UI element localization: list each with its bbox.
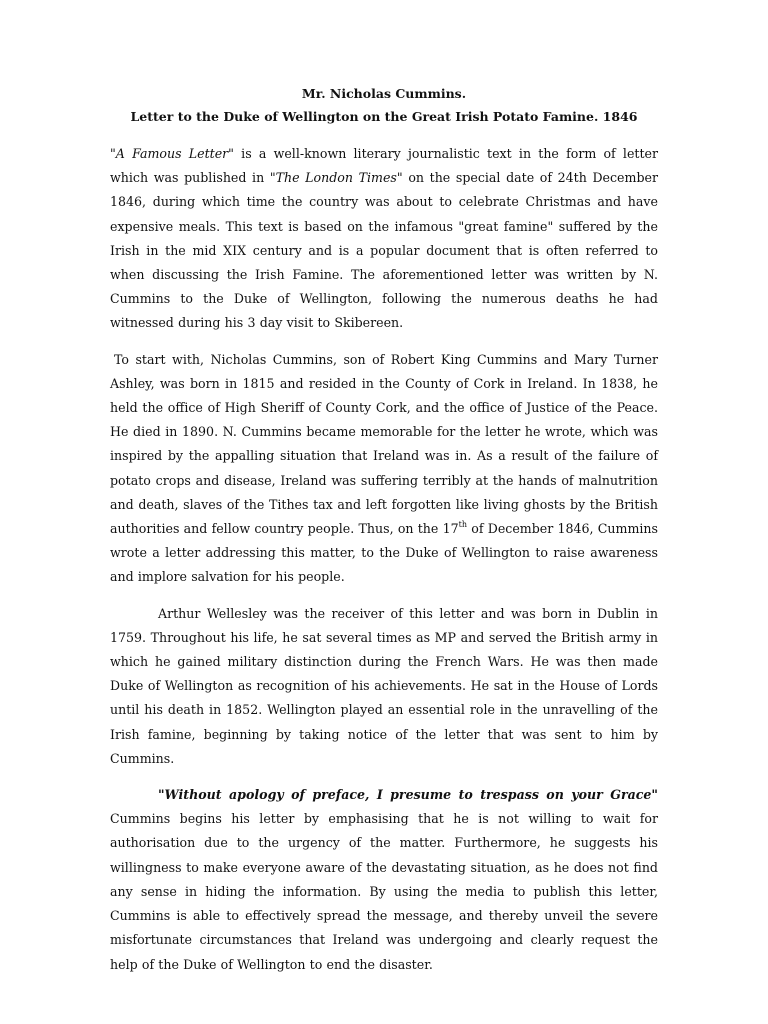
paragraph-2-text-b: of December 1846, Cummins wrote a letter addressing this matter, to the Duke of Wellington to raise awareness and implore salvation for his people. — [110, 521, 659, 585]
ordinal-suffix: th — [458, 520, 468, 530]
document-title: Mr. Nicholas Cummins. — [301, 86, 467, 101]
paragraph-4 — [110, 783, 658, 977]
paragraph-4-text: Cummins begins his letter by emphasising that he is not willing to wait for authorisation due to the urgency of the matter. Furthermore, he suggests his willingness to make everyone aware of the devastating situation, as he does not find any sense in hiding the information. By using the media to publish this letter, Cummins is able to effectively spread the message, and thereby unveil the severe misfortunate circumstances that Ireland was undergoing and clearly request the help of the Duke of Wellington to end the disaster. — [110, 811, 658, 972]
paragraph-3: Arthur Wellesley was the receiver of this letter and was born in Dublin in 1759. Throughout his life, he sat several times as MP and served the British army in which he gained military distinction during the French Wars. He was then made Duke of Wellington as recognition of his achievements. He sat in the House of Lords until his death in 1852. Wellington played an essential role in the unravelling of the Irish famine, beginning by taking notice of the letter that was sent to him by Cummins. — [110, 605, 658, 766]
paragraph-1 — [110, 142, 658, 336]
quote-london-times: "The London Times" — [269, 170, 403, 186]
paragraph-2 — [110, 348, 658, 590]
paragraph-1-text-a: is a well-known literary journalistic text in the form of letter which was published in — [110, 146, 658, 186]
quote-famous-letter: "A Famous Letter" — [110, 146, 234, 161]
paragraph-2-text-a: To start with, Nicholas Cummins, son of Robert King Cummins and Mary Turner Ashley, was born in 1815 and resided in the County of Cork in Ireland. In 1838, he held the office of High Sheriff of County Cork, and the office of Justice of the Peace. He died in 1890. N. Cummins became memorable for the letter he wrote, which was inspired by the appalling situation that Ireland was in. As a result of the failure of potato crops and disease, Ireland was suffering terribly at the hands of malnutrition and death, slaves of the Tithes tax and left forgotten like living ghosts by the British authorities and fellow country people. Thus, on the 17 — [110, 351, 658, 537]
document-page — [110, 82, 658, 989]
paragraph-1-text-b: on the special date of 24th December 1846, during which time the country was about to celebrate Christmas and have expensive meals. This text is based on the infamous "great famine" suffered by the Irish in the mid XIX century and is a popular document that is often referred to when discussing the Irish Famine. The aforementioned letter was written by N. Cummins to the Duke of Wellington, following the numerous deaths he had witnessed during his 3 day visit to Skibereen. — [110, 170, 658, 331]
quote-without-apology: "Without apology of preface, I presume to trespass on your Grace" — [158, 787, 658, 803]
document-subtitle: Letter to the Duke of Wellington on the Great Irish Potato Famine. 1846 — [130, 109, 638, 124]
